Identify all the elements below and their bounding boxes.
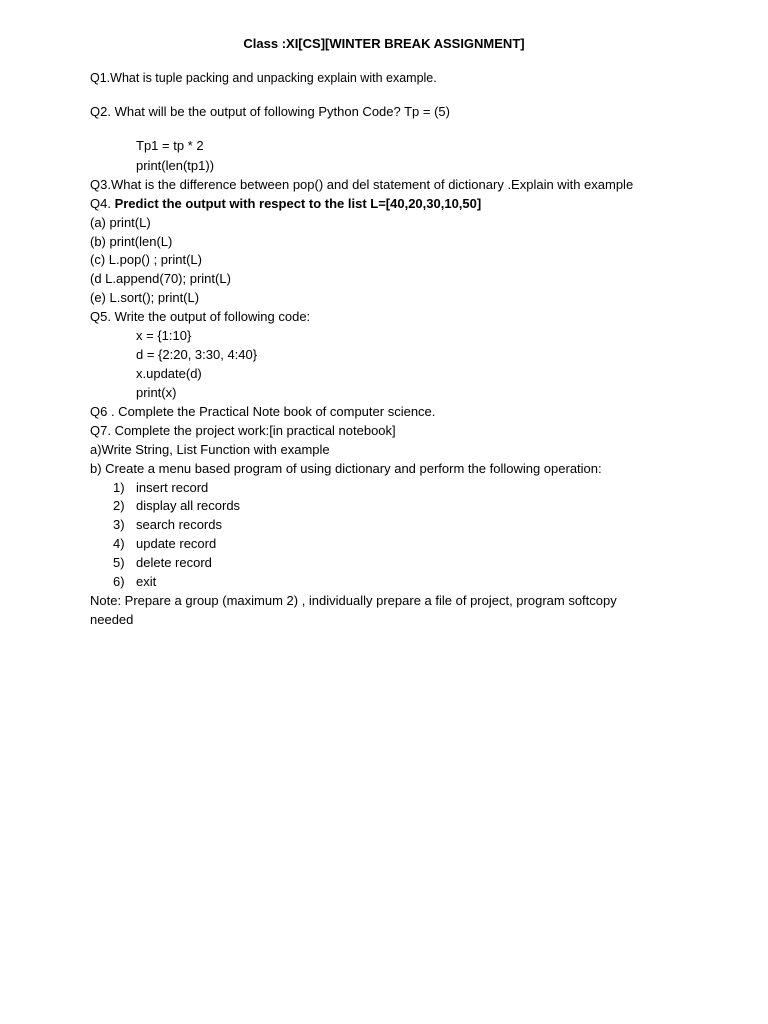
question-2: Q2. What will be the output of following Python Code? Tp = (5)	[90, 104, 450, 119]
q5-code-line-3: x.update(d)	[136, 366, 202, 381]
menu-number-1: 1)	[113, 480, 125, 495]
question-6: Q6 . Complete the Practical Note book of computer science.	[90, 404, 436, 419]
q2-code-line-1: Tp1 = tp * 2	[136, 138, 204, 153]
menu-number-4: 4)	[113, 536, 125, 551]
q5-code-line-4: print(x)	[136, 385, 177, 400]
q4-item-b: (b) print(len(L)	[90, 234, 173, 249]
q4-item-e: (e) L.sort(); print(L)	[90, 290, 200, 305]
menu-item-exit: exit	[136, 574, 157, 589]
page-title: Class :XI[CS][WINTER BREAK ASSIGNMENT]	[243, 36, 525, 51]
menu-item-search: search records	[136, 517, 222, 532]
q4-item-d: (d L.append(70); print(L)	[90, 271, 231, 286]
menu-item-insert: insert record	[136, 480, 209, 495]
q7-part-b: b) Create a menu based program of using dictionary and perform the following operation:	[90, 461, 602, 476]
question-5: Q5. Write the output of following code:	[90, 309, 311, 324]
question-7: Q7. Complete the project work:[in practical notebook]	[90, 423, 396, 438]
question-3: Q3.What is the difference between pop() and del statement of dictionary .Explain with example	[90, 177, 634, 192]
menu-item-delete: delete record	[136, 555, 212, 570]
q4-prefix: Q4.	[90, 196, 115, 211]
menu-number-6: 6)	[113, 574, 125, 589]
menu-number-2: 2)	[113, 498, 125, 513]
question-4	[90, 195, 481, 213]
menu-number-5: 5)	[113, 555, 125, 570]
question-1: Q1.What is tuple packing and unpacking explain with example.	[90, 71, 437, 85]
q4-bold-text: Predict the output with respect to the list L=[40,20,30,10,50]	[114, 196, 482, 211]
note-line-1: Note: Prepare a group (maximum 2) , individually prepare a file of project, program softcopy	[90, 593, 617, 608]
menu-item-update: update record	[136, 536, 217, 551]
note-line-2: needed	[90, 612, 134, 627]
q5-code-line-1: x = {1:10}	[136, 328, 192, 343]
q4-item-a: (a) print(L)	[90, 215, 151, 230]
q4-item-c: (c) L.pop() ; print(L)	[90, 252, 202, 267]
q2-code-line-2: print(len(tp1))	[136, 158, 215, 173]
menu-item-display: display all records	[136, 498, 241, 513]
menu-number-3: 3)	[113, 517, 125, 532]
q5-code-line-2: d = {2:20, 3:30, 4:40}	[136, 347, 258, 362]
q7-part-a: a)Write String, List Function with example	[90, 442, 330, 457]
